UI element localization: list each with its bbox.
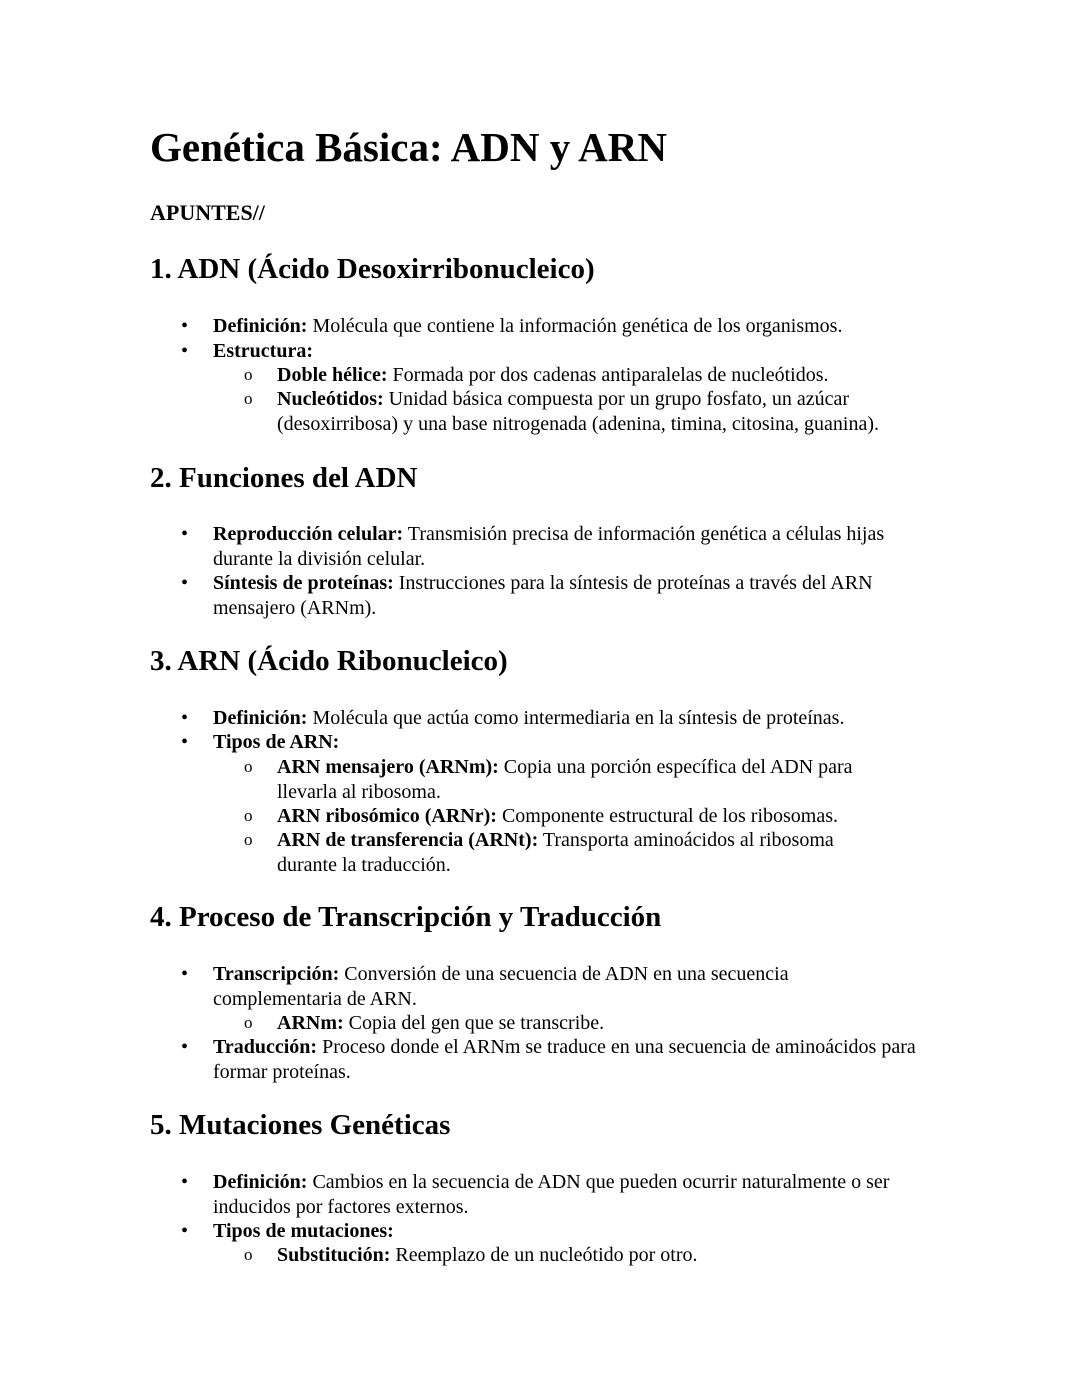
hollow-bullet-icon: o [244, 365, 253, 384]
bullet-icon: • [181, 1171, 189, 1193]
list-item: • Reproducción celular: Transmisión precisa de información genética a células hijas durante la división celular. [181, 523, 885, 570]
hollow-bullet-icon: o [244, 1013, 253, 1032]
list-item: • Estructura: [181, 340, 313, 362]
list-item: • Transcripción: Conversión de una secuencia de ADN en una secuencia complementaria de ARN. [181, 963, 789, 1010]
section-heading-mutaciones: 5. Mutaciones Genéticas [150, 1109, 451, 1141]
list-item: o Nucleótidos: Unidad básica compuesta por un grupo fosfato, un azúcar (desoxirribosa) y una base nitrogenada (adenina, timina, citosina, guanina). [244, 388, 880, 435]
list-item: o ARN mensajero (ARNm): Copia una porción específica del ADN para llevarla al ribosoma. [244, 756, 853, 803]
list-item: • Definición: Molécula que actúa como intermediaria en la síntesis de proteínas. [181, 707, 845, 729]
bullet-icon: • [181, 963, 189, 985]
section-heading-proceso: 4. Proceso de Transcripción y Traducción [150, 901, 662, 933]
bullet-icon: • [181, 340, 189, 362]
hollow-bullet-icon: o [244, 830, 253, 849]
section-heading-adn: 1. ADN (Ácido Desoxirribonucleico) [150, 253, 595, 285]
page-subtitle: APUNTES// [150, 200, 265, 225]
list-item: o Substitución: Reemplazo de un nucleótido por otro. [244, 1244, 698, 1266]
hollow-bullet-icon: o [244, 1245, 253, 1264]
list-item: • Tipos de mutaciones: [181, 1220, 394, 1242]
list-item: • Definición: Cambios en la secuencia de ADN que pueden ocurrir naturalmente o ser inducidos por factores externos. [181, 1171, 890, 1218]
list-item: • Definición: Molécula que contiene la información genética de los organismos. [181, 315, 843, 337]
hollow-bullet-icon: o [244, 757, 253, 776]
bullet-icon: • [181, 1220, 189, 1242]
list-item: o ARN ribosómico (ARNr): Componente estructural de los ribosomas. [244, 805, 838, 827]
list-item: • Síntesis de proteínas: Instrucciones para la síntesis de proteínas a través del ARN mensajero (ARNm). [181, 572, 873, 619]
bullet-icon: • [181, 572, 189, 594]
list-item: • Traducción: Proceso donde el ARNm se traduce en una secuencia de aminoácidos para formar proteínas. [181, 1036, 916, 1083]
bullet-icon: • [181, 731, 189, 753]
bullet-icon: • [181, 707, 189, 729]
section-heading-funciones: 2. Funciones del ADN [150, 462, 418, 494]
hollow-bullet-icon: o [244, 389, 253, 408]
list-item: o ARNm: Copia del gen que se transcribe. [244, 1012, 605, 1034]
page-title: Genética Básica: ADN y ARN [150, 124, 668, 170]
bullet-icon: • [181, 1036, 189, 1058]
list-item: o Doble hélice: Formada por dos cadenas antiparalelas de nucleótidos. [244, 364, 829, 386]
list-item: o ARN de transferencia (ARNt): Transporta aminoácidos al ribosoma durante la traducción. [244, 829, 834, 876]
list-item: • Tipos de ARN: [181, 731, 340, 753]
hollow-bullet-icon: o [244, 806, 253, 825]
section-heading-arn: 3. ARN (Ácido Ribonucleico) [150, 645, 508, 677]
bullet-icon: • [181, 315, 189, 337]
bullet-icon: • [181, 523, 189, 545]
